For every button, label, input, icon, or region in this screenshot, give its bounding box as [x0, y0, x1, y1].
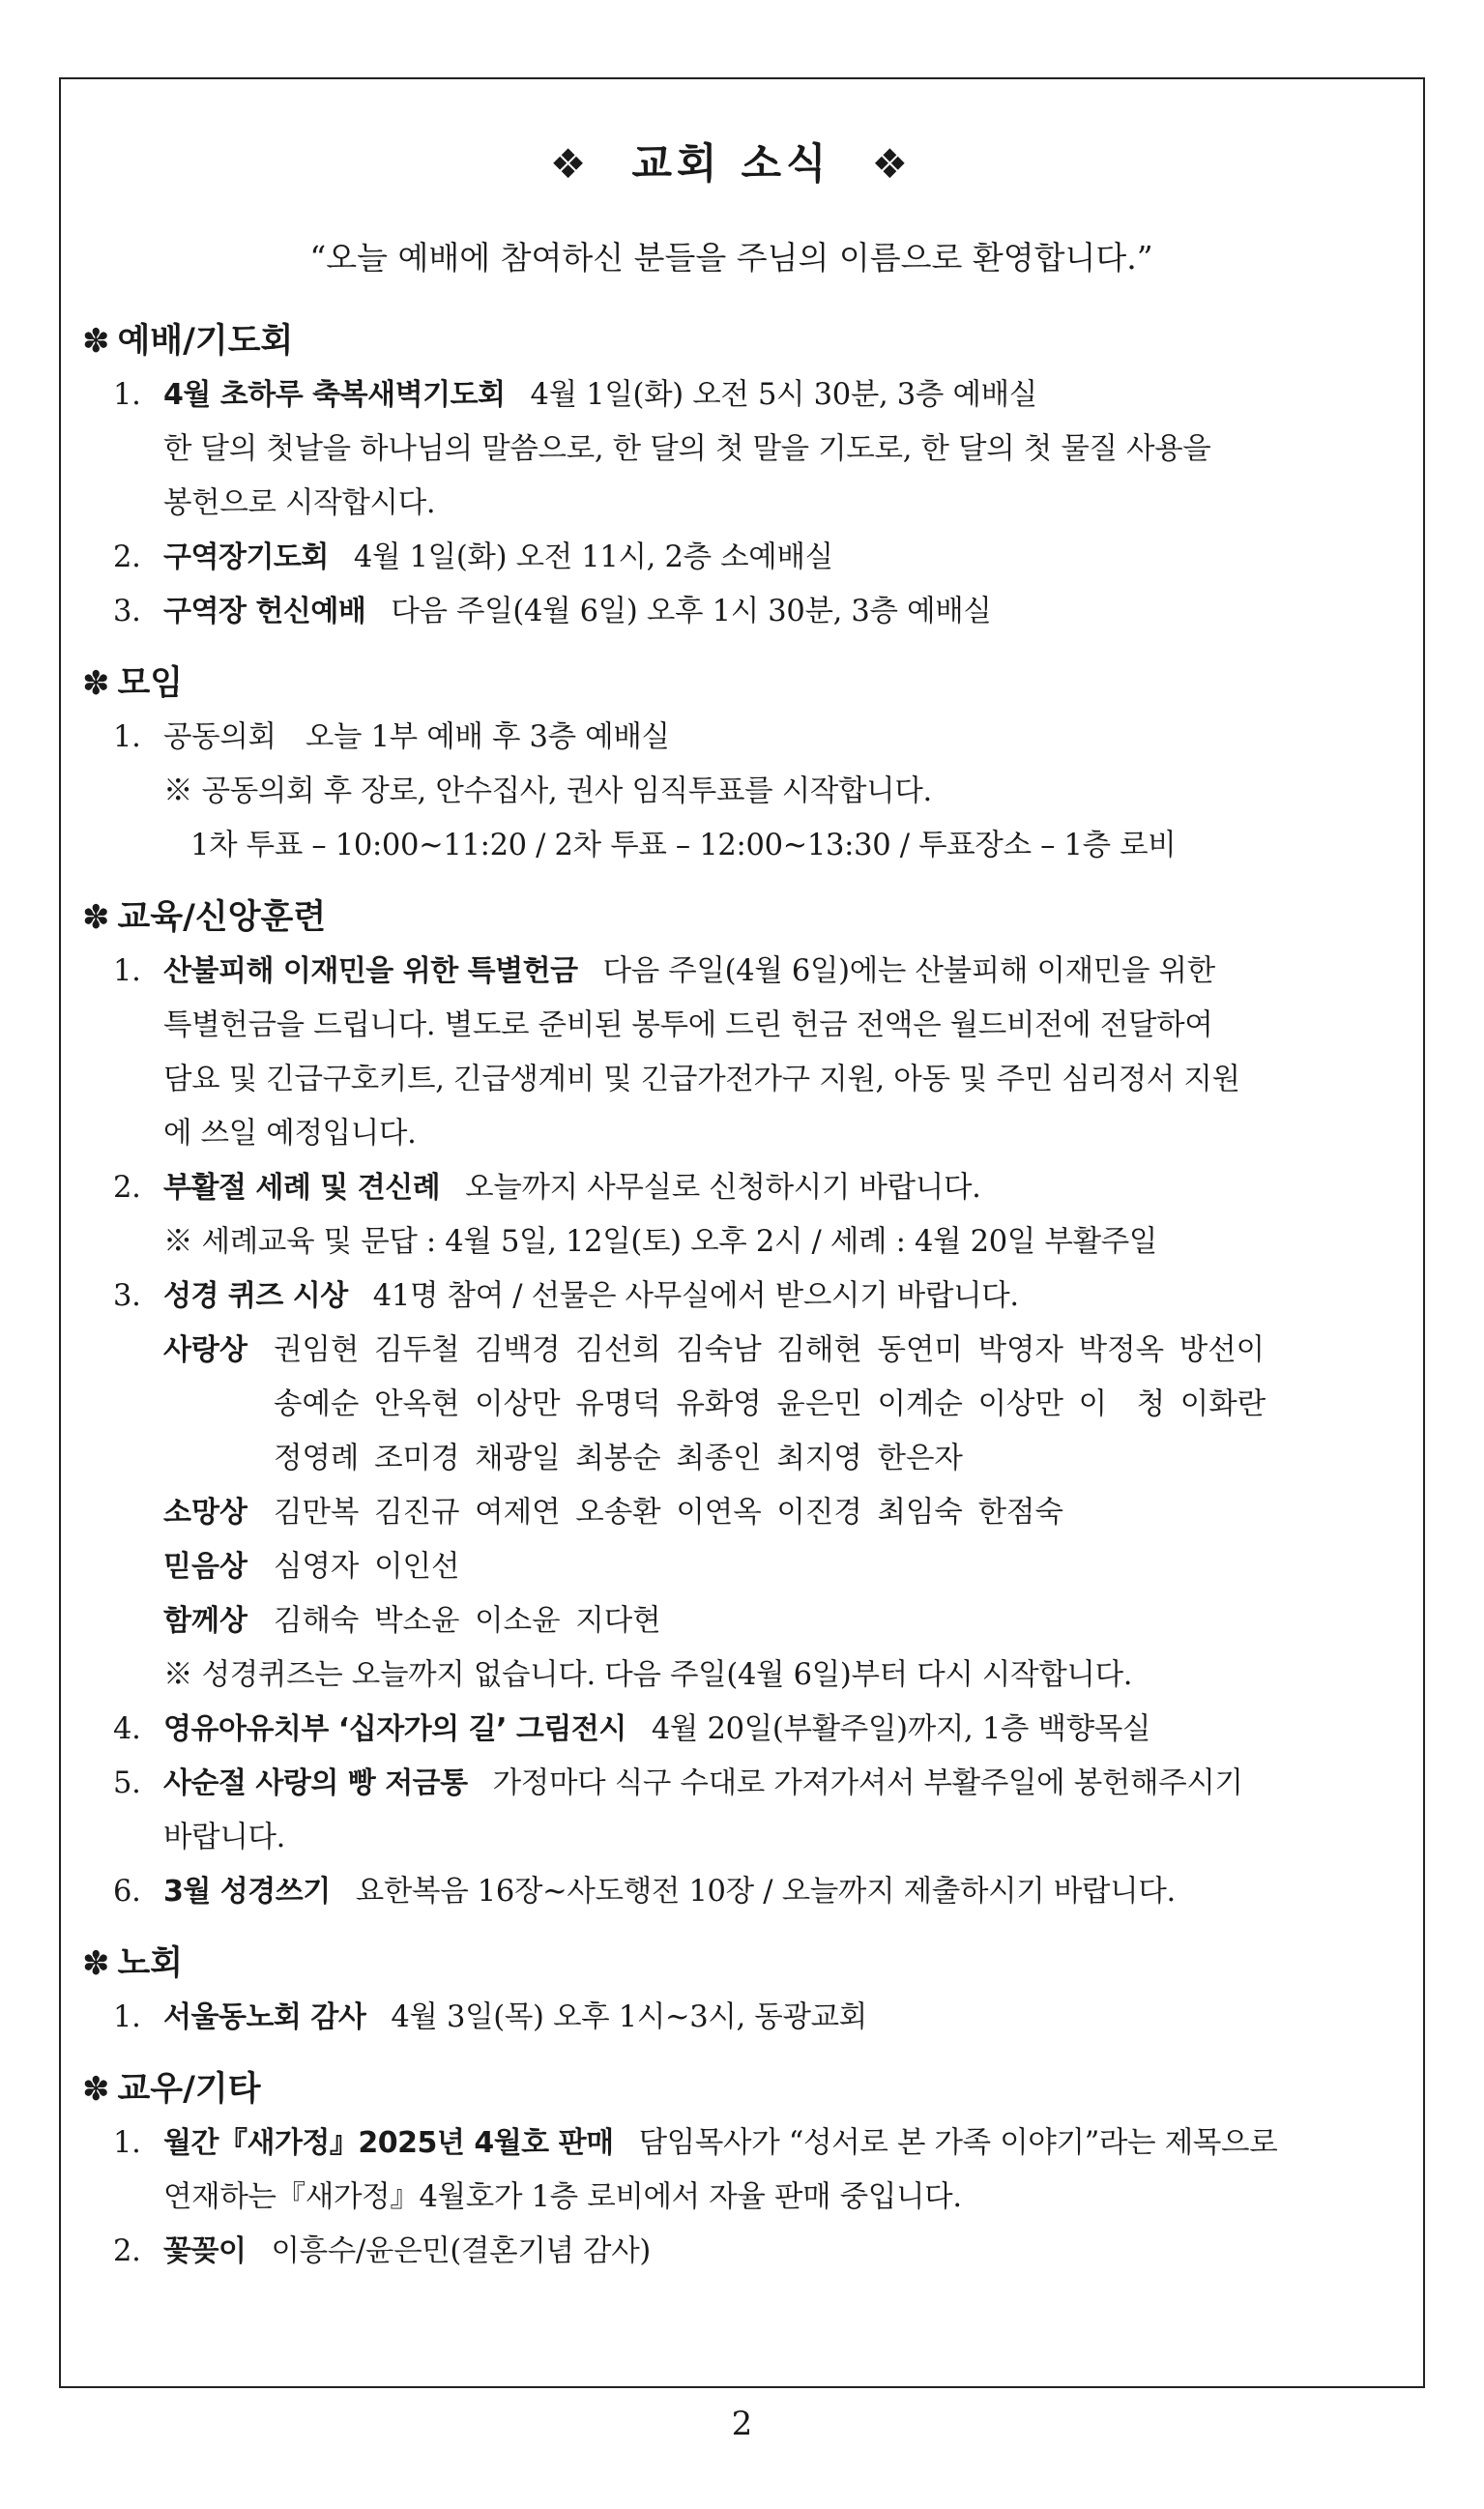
section-heading [82, 1937, 1381, 1991]
award-row [82, 1540, 1381, 1594]
award-names: 김만복 김진규 여제연 오송환 이연옥 이진경 최임숙 한점숙 [274, 1496, 1063, 1530]
award-row [82, 1594, 1381, 1648]
item-title: 3월 성경쓰기 [163, 1875, 331, 1909]
item-number: 1. [113, 2000, 141, 2034]
item-number: 6. [113, 1875, 141, 1909]
award-label: 사랑상 [163, 1333, 247, 1367]
item-title: 구역장 헌신예배 [163, 595, 366, 628]
item-number: 1. [113, 2126, 141, 2160]
award-label: 믿음상 [163, 1550, 247, 1584]
item-text: 가정마다 식구 수대로 가져가셔서 부활주일에 봉헌해주시기 [492, 1766, 1243, 1800]
item-continuation: 담요 및 긴급구호키트, 긴급생계비 및 긴급가전가구 지원, 아동 및 주민 심리정서 지원 [163, 1063, 1240, 1096]
list-item [82, 2116, 1381, 2171]
item-number: 2. [113, 540, 141, 574]
item-number: 2. [113, 2234, 141, 2268]
item-number: 5. [113, 1766, 141, 1800]
page-title [82, 123, 1381, 206]
item-text: 4월 3일(목) 오후 1시~3시, 동광교회 [391, 2000, 867, 2034]
item-number: 1. [113, 378, 141, 412]
asterisk-icon: ✽ [82, 1944, 110, 1983]
diamond-ornament-left-icon: ❖ [549, 140, 592, 188]
section [82, 656, 1381, 873]
section [82, 1937, 1381, 2045]
item-title: 서울동노회 감사 [163, 2000, 366, 2034]
item-text: 4월 1일(화) 오전 5시 30분, 3층 예배실 [530, 378, 1037, 412]
asterisk-icon: ✽ [82, 2070, 110, 2109]
asterisk-icon: ✽ [82, 898, 110, 937]
item-title: 구역장기도회 [163, 540, 329, 574]
section-heading [82, 2062, 1381, 2116]
item-continuation: 에 쓰일 예정입니다. [163, 1117, 417, 1151]
item-text: 오늘까지 사무실로 신청하시기 바랍니다. [465, 1171, 981, 1205]
welcome-message: “오늘 예배에 참여하신 분들을 주님의 이름으로 환영합니다.” [309, 239, 1153, 277]
list-item [82, 1161, 1381, 1215]
list-item [82, 531, 1381, 585]
award-names: 권임현 김두철 김백경 김선희 김숙남 김해현 동연미 박영자 박정옥 방선이 [274, 1333, 1266, 1367]
item-note: ※ 세례교육 및 문답 : 4월 5일, 12일(토) 오후 2시 / 세례 : 4월 20일 부활주일 [163, 1225, 1158, 1259]
section [82, 2062, 1381, 2279]
item-title: 월간『새가정』2025년 4월호 판매 [163, 2126, 614, 2160]
page-title-text: 교회 소식 [631, 140, 831, 189]
award-label: 함께상 [163, 1604, 247, 1638]
item-title: 사순절 사랑의 빵 저금통 [163, 1766, 468, 1800]
section-heading-text: 모임 [117, 664, 184, 703]
item-continuation: 연재하는『새가정』4월호가 1층 로비에서 자율 판매 중입니다. [163, 2180, 962, 2214]
item-continuation: 봉헌으로 시작합시다. [163, 486, 436, 520]
item-continuation: 한 달의 첫날을 하나님의 말씀으로, 한 달의 첫 말을 기도로, 한 달의 첫 물질 사용을 [163, 432, 1211, 466]
award-row [82, 1486, 1381, 1540]
item-text: 담임목사가 “성서로 본 가족 이야기”라는 제목으로 [638, 2126, 1278, 2160]
list-item [82, 1991, 1381, 2045]
list-item [82, 2225, 1381, 2279]
award-names-continuation: 정영례 조미경 채광일 최봉순 최종인 최지영 한은자 [274, 1442, 963, 1475]
item-title: 4월 초하루 축복새벽기도회 [163, 378, 506, 412]
item-number: 1. [113, 720, 141, 754]
item-number: 2. [113, 1171, 141, 1205]
award-names-continuation: 송예순 안옥현 이상만 유명덕 유화영 윤은민 이계순 이상만 이 청 이화란 [274, 1387, 1266, 1421]
item-title: 꽃꽂이 [163, 2234, 247, 2268]
item-text: 요한복음 16장~사도행전 10장 / 오늘까지 제출하시기 바랍니다. [355, 1875, 1176, 1909]
asterisk-icon: ✽ [82, 664, 110, 703]
list-item [82, 368, 1381, 423]
asterisk-icon: ✽ [82, 322, 110, 361]
item-continuation: 특별헌금을 드립니다. 별도로 준비된 봉투에 드린 헌금 전액은 월드비전에 전달하여 [163, 1008, 1213, 1042]
section-heading-text: 노회 [117, 1944, 184, 1983]
list-item [82, 1269, 1381, 1324]
item-note: ※ 공동의회 후 장로, 안수집사, 권사 임직투표를 시작합니다. [163, 774, 932, 808]
item-text: 4월 20일(부활주일)까지, 1층 백향목실 [651, 1712, 1151, 1746]
item-number: 3. [113, 1279, 141, 1313]
section-heading-text: 교우/기타 [117, 2070, 261, 2109]
section-heading [82, 890, 1381, 945]
award-names: 김해숙 박소윤 이소윤 지다현 [274, 1604, 661, 1638]
item-text: 다음 주일(4월 6일)에는 산불피해 이재민을 위한 [602, 954, 1215, 988]
item-number: 4. [113, 1712, 141, 1746]
item-text: 4월 1일(화) 오전 11시, 2층 소예배실 [353, 540, 833, 574]
section [82, 890, 1381, 1919]
section-heading-text: 교육/신앙훈련 [117, 898, 327, 937]
section-heading [82, 656, 1381, 711]
list-item [82, 1703, 1381, 1757]
item-title: 영유아유치부 ‘십자가의 길’ 그림전시 [163, 1712, 626, 1746]
award-row [82, 1324, 1381, 1378]
award-names: 심영자 이인선 [274, 1550, 460, 1584]
section [82, 314, 1381, 639]
item-number: 3. [113, 595, 141, 628]
list-item [82, 1865, 1381, 1919]
diamond-ornament-right-icon: ❖ [871, 140, 914, 188]
award-label: 소망상 [163, 1496, 247, 1530]
item-title: 성경 퀴즈 시상 [163, 1279, 348, 1313]
item-title: 부활절 세례 및 견신례 [163, 1171, 441, 1205]
news-frame [59, 77, 1425, 2388]
list-item [82, 1757, 1381, 1811]
item-text: 41명 참여 / 선물은 사무실에서 받으시기 바랍니다. [372, 1279, 1019, 1313]
sections-container [82, 314, 1381, 2279]
list-item [82, 945, 1381, 999]
section-heading [82, 314, 1381, 368]
section-heading-text: 예배/기도회 [117, 322, 294, 361]
item-text: 이흥수/윤은민(결혼기념 감사) [271, 2234, 651, 2268]
item-note-detail: 1차 투표 – 10:00~11:20 / 2차 투표 – 12:00~13:30 / 투표장소 – 1층 로비 [190, 829, 1177, 862]
list-item [82, 711, 1381, 765]
item-text: 공동의회 오늘 1부 예배 후 3층 예배실 [163, 720, 670, 754]
item-note: ※ 성경퀴즈는 오늘까지 없습니다. 다음 주일(4월 6일)부터 다시 시작합니다. [163, 1658, 1133, 1692]
page-number: 2 [731, 2405, 753, 2443]
list-item [82, 585, 1381, 639]
item-text: 다음 주일(4월 6일) 오후 1시 30분, 3층 예배실 [391, 595, 992, 628]
item-continuation: 바랍니다. [163, 1821, 286, 1854]
item-number: 1. [113, 954, 141, 988]
item-title: 산불피해 이재민을 위한 특별헌금 [163, 954, 578, 988]
